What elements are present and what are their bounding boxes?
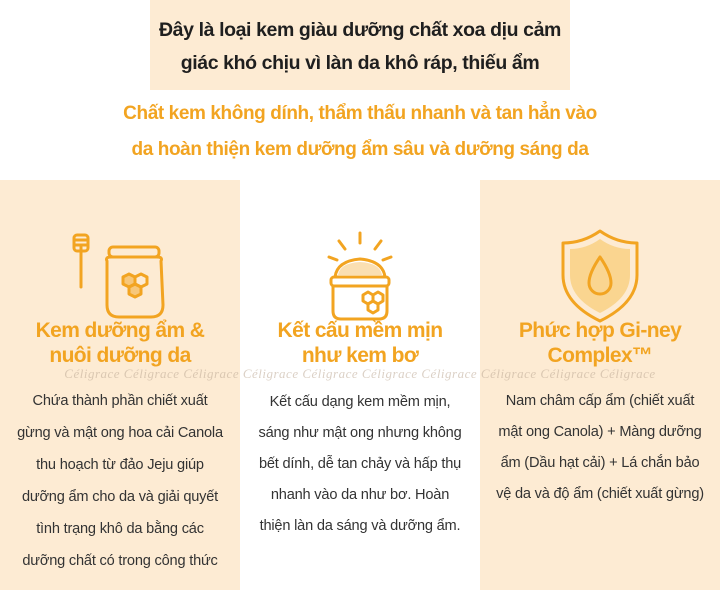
feature-line: Nam châm cấp ẩm (chiết xuất	[505, 393, 695, 409]
subheadline	[0, 96, 720, 168]
feature-title-line: như kem bơ	[301, 344, 419, 367]
feature-line: Kết cấu dạng kem mềm mịn,	[269, 394, 451, 410]
feature-line: bết dính, dễ tan chảy và hấp thụ	[258, 456, 462, 472]
shield-drop-icon	[545, 225, 655, 325]
feature-line: nhanh vào da như bơ. Hoàn	[270, 487, 450, 503]
feature-line: dưỡng ẩm cho da và giải quyết	[21, 489, 219, 505]
feature-line: Chứa thành phần chiết xuất	[32, 393, 208, 409]
feature-description	[480, 386, 720, 510]
feature-line: gừng và mật ong hoa cải Canola	[17, 425, 223, 441]
cream-jar-icon	[305, 225, 415, 325]
feature-card-texture	[240, 180, 480, 590]
honey-jar-icon	[65, 225, 175, 325]
feature-title-line: nuôi dưỡng da	[49, 344, 191, 367]
feature-title-line: Kem dưỡng ẩm &	[35, 319, 205, 342]
subheadline-line-1: Chất kem không dính, thẩm thấu nhanh và tan hẳn vào	[123, 103, 597, 124]
feature-line: vệ da và độ ẩm (chiết xuất gừng)	[496, 486, 704, 502]
feature-description	[0, 385, 240, 577]
feature-title	[0, 318, 240, 368]
feature-title	[480, 318, 720, 368]
feature-title-line: Complex™	[547, 344, 653, 367]
headline-line-2: giác khó chịu vì làn da khô ráp, thiếu ẩm	[180, 52, 540, 74]
feature-title-line: Kết cấu mềm mịn	[277, 319, 443, 342]
feature-line: ẩm (Dầu hạt cải) + Lá chắn bảo	[500, 455, 700, 471]
feature-card-complex	[480, 180, 720, 590]
feature-line: mật ong Canola) + Màng dưỡng	[498, 424, 702, 440]
feature-card-moisturizing	[0, 180, 240, 590]
feature-line: sáng như mật ong nhưng không	[258, 425, 462, 441]
feature-description	[240, 387, 480, 542]
headline	[0, 14, 720, 80]
feature-line: dưỡng chất có trong công thức	[22, 553, 218, 569]
feature-line: tình trạng khô da bằng các	[36, 521, 204, 537]
feature-line: thu hoạch từ đảo Jeju giúp	[36, 457, 204, 473]
feature-title	[240, 318, 480, 368]
subheadline-line-2: da hoàn thiện kem dưỡng ẩm sâu và dưỡng sáng da	[131, 139, 589, 160]
brand-watermark: Céligrace Céligrace Céligrace Céligrace Céligrace Céligrace Céligrace Céligrace Céligrace Céligrace	[64, 366, 656, 381]
feature-title-line: Phức hợp Gi-ney	[518, 319, 682, 342]
feature-line: thiện làn da sáng và dưỡng ẩm.	[259, 518, 461, 534]
headline-line-1: Đây là loại kem giàu dưỡng chất xoa dịu cảm	[159, 19, 561, 41]
